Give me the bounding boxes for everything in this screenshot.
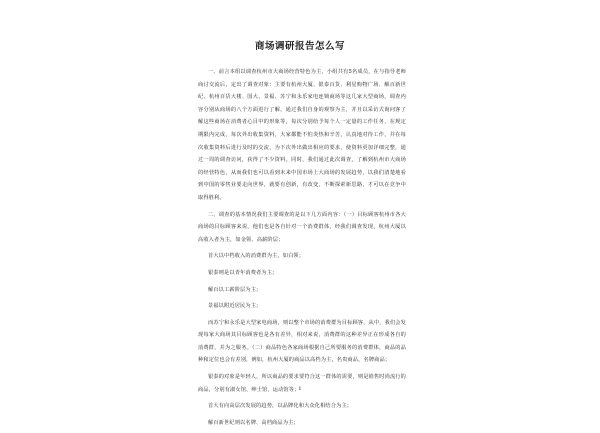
paragraph-survey-basics: 二、调查的基本情况我们主要调查的是以下几方面内容：（一）目标顾客杭州市各大商场的目标顾客来说，他们也是各自针对一个消费群体，经我们调查发现，杭州大厦以高收入者为主，如金领、高薪阶层； — [198, 211, 406, 243]
paragraph-yintai-products: 银泰的对象是年轻人，所以商品的要求要符合这一群体的需要，则是销售时尚流行的商品，分别有淑女馆、绅士馆、运动馆等； — [198, 374, 406, 393]
paragraph-suning-yongle: 而苏宁和永乐是大型家电商场，则以整个市场的消费群为目标顾客，从中，我们会发现每家大商场其目标顾客也是各有差异，相对来说，消费群的这种差异正在形成各自的消费群，并为之服务。（二）商品特色各家商场根据自己所要服务的消费群体，商品的品种和定位也会有差别，例如，杭州大厦的商品以高档为主，名贵商品，名牌商品； — [198, 319, 406, 364]
paragraph-jiebai-target: 解百以工薪阶层为主； — [208, 286, 262, 293]
paragraph-yintai-target: 银泰则是以青年消费者为主； — [208, 269, 278, 276]
paragraph-intro: 一、前言本组以调查杭州市大商场经营特色为主，小组共有5名成员，在与指导老师商讨交流后，定出了调查对象：主要有杭州大厦、银泰百货、利星购物广场、解百新世纪、杭州百货大楼、国大、景福、苏宁和永乐家电连锁商场等这几家大型商场，调查内容分别从商场的八个方面进行了解，通过我们自身的观察为主，并且以采访式询问客了解这些商场在消费者心目中的形象等，每次分别给予每个人一定量的工作任务，在规定期限内完成，每次外出收集资料，大家都能不怕炎热和辛苦，认真地对待工作，并在每次收集资料后进行及时的交流，为下次外出做出相应的要求，使资料更加详细完整，通过一周的调查访问，获得了不少资料。同时，我们通过此次调查，了解到杭州市大商场的经营特色，从而我们也可以看到未来中国市场上大商场的发展趋势，以我们清楚地看到中国的零售业要走向世界，就要有创新，有改变，不断探索新思路，才可以在竞争中取得胜利。 — [198, 69, 406, 201]
paragraph-jiebai-products: 解百新世纪则以名牌、高档商品为主； — [208, 419, 299, 426]
paragraph-jingfu-target: 景福以附近居民为主； — [208, 303, 262, 310]
document-title: 商场调研报告怎么写 — [254, 41, 345, 52]
document-body — [198, 66, 406, 433]
page-number: 1 — [298, 386, 302, 392]
paragraph-shouda-target: 首大以中档收入的消费群为主，如白领； — [208, 253, 305, 260]
paragraph-shouda-products: 首大有向高层次发展的趋势，以品牌化和大众化相结合为主； — [208, 403, 353, 410]
